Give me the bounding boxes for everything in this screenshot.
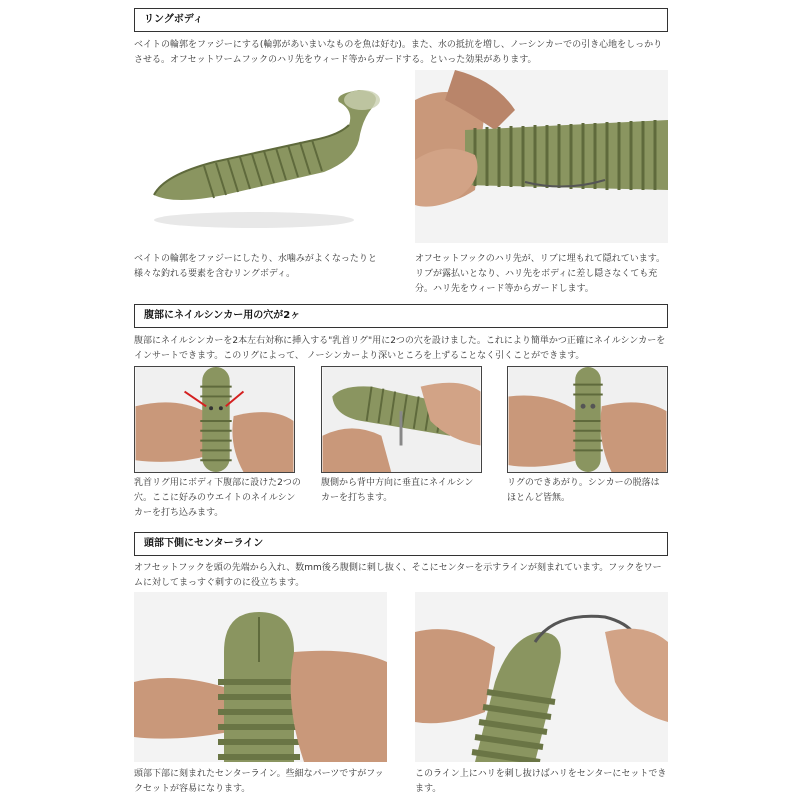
caption-ring-body-left: ベイトの輪郭をファジーにしたり、水噛みがよくなったりと様々な釣れる要素を含むリングボディ。 [134, 254, 377, 279]
hook-ribs-illustration [415, 70, 668, 243]
photo-center-line-head [134, 592, 387, 762]
caption-center-line-left: 頭部下部に刻まれたセンターライン。些細なパーツですがフックセットが容易になります。 [134, 769, 384, 794]
photo-sinker-holes [134, 366, 295, 473]
section-heading-nail-sinker-holes: 腹部にネイルシンカー用の穴が2ヶ [134, 304, 668, 328]
completed-rig-illustration [508, 367, 667, 472]
section-heading-ring-body: リングボディ [134, 8, 668, 32]
section-intro-center-line: オフセットフックを頭の先端から入れ、数mm後ろ腹側に刺し抜く、そこにセンターを示すラインが刻まれています。フックをワームに対してまっすぐ刺すのに役立ちます。 [134, 563, 662, 588]
photo-worm-side-view [134, 80, 387, 243]
photo-hook-hidden-in-ribs [415, 70, 668, 243]
caption-completed-rig: リグのできあがり。シンカーの脱落はほとんど皆無。 [507, 478, 660, 503]
caption-inserting-nail-sinker: 腹側から背中方向に垂直にネイルシンカーを打ちます。 [321, 478, 474, 503]
page [134, 0, 668, 800]
photo-inserting-nail-sinker [321, 366, 482, 473]
section-intro-ring-body: ベイトの輪郭をファジーにする(輪郭があいまいなものを魚は好む)。また、水の抵抗を増し、ノーシンカーでの引き心地をしっかりさせる。オフセットワームフックのハリ先をウィード等からガードする。といった効果があります。 [134, 40, 663, 65]
photo-completed-rig [507, 366, 668, 473]
section-intro-nail-sinker-holes: 腹部にネイルシンカーを2本左右対称に挿入する"乳首リグ"用に2つの穴を設けました。これにより簡単かつ正確にネイルシンカーをインサートできます。このリグによって、 ノーシンカーより深いところを上ずることなく引くことができます。 [134, 336, 666, 361]
caption-sinker-holes: 乳首リグ用にボディ下腹部に設けた2つの穴。ここに好みのウエイトのネイルシンカーを打ち込みます。 [134, 478, 301, 518]
sinker-holes-illustration [135, 367, 294, 472]
inserting-sinker-illustration [322, 367, 481, 472]
caption-ring-body-right: オフセットフックのハリ先が、リブに埋もれて隠れています。リブが露払いとなり、ハリ先をボディに差し隠さなくても充分。ハリ先をウィード等からガードします。 [415, 254, 666, 294]
photo-hook-through-center-line [415, 592, 668, 762]
worm-side-illustration [134, 80, 387, 243]
hook-center-line-illustration [415, 592, 668, 762]
center-line-illustration [134, 592, 387, 762]
section-heading-center-line: 頭部下側にセンターライン [134, 532, 668, 556]
caption-center-line-right: このライン上にハリを刺し抜けばハリをセンターにセットできます。 [415, 769, 667, 794]
